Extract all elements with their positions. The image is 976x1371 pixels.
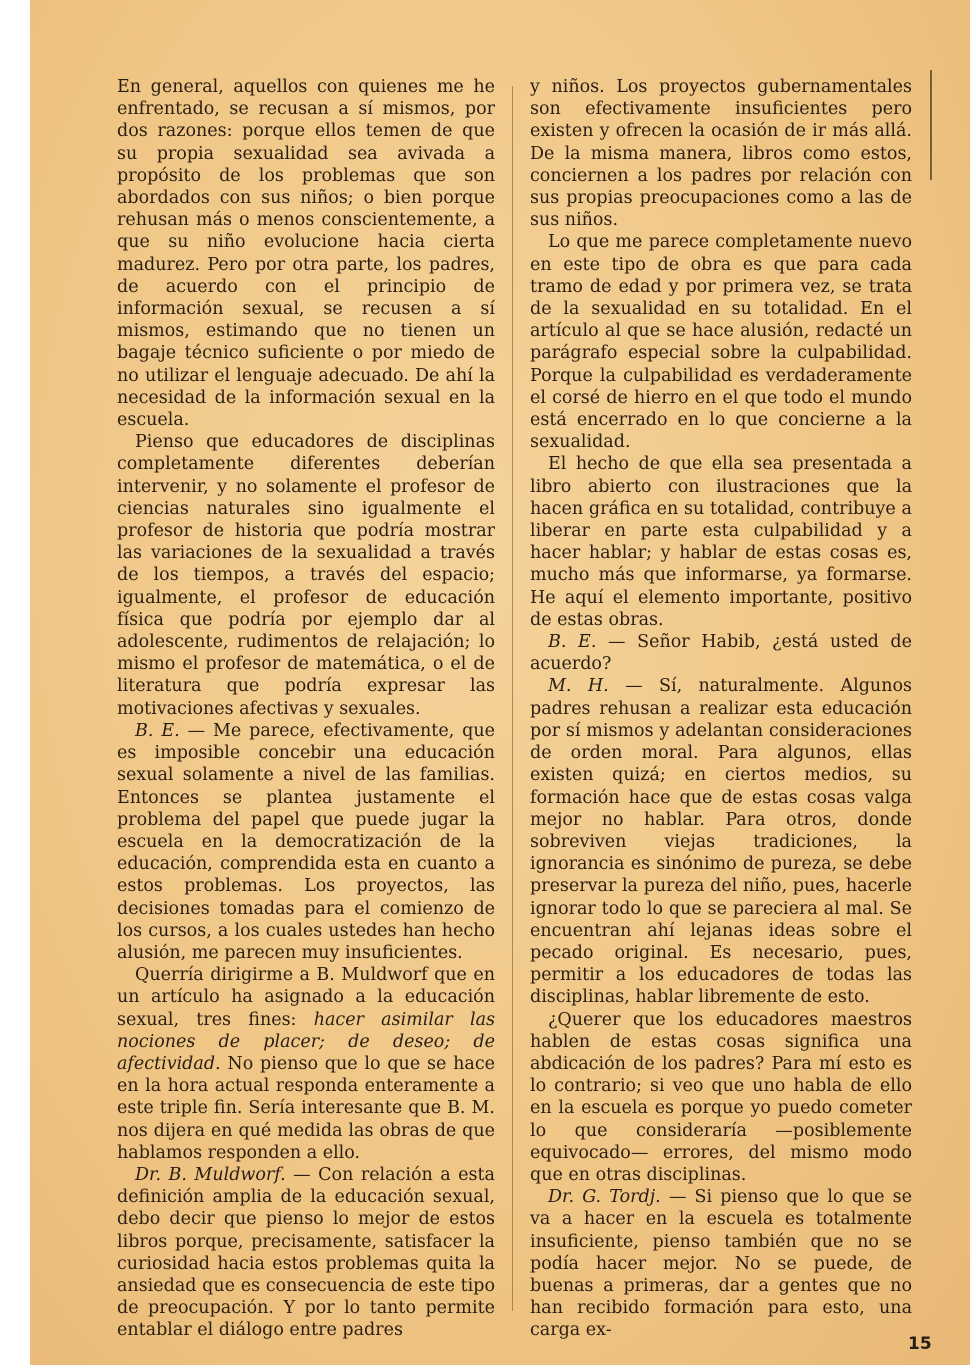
speaker-text: — Me parece, efectivamente, que es imposible concebir una educación sexual solamente a nivel de las familias. Entonces se plantea justamente el problema del papel que puede jugar la escuela en la democratización de la educación, comprendida esta en cuanto a estos problemas. Los proyectos, las decisiones tomadas para el comienzo de los cursos, a los cuales ustedes han hecho alusión, me parecen muy insuficientes.	[117, 720, 495, 963]
paragraph-text: Querría dirigirme a B. Muldworf que en un artículo ha asignado a la educación sexual, tres fines:	[117, 965, 495, 1030]
speaker-text: — Sí, naturalmente. Algunos padres rehusan a realizar esta educación por sí mismos y adelantan consideraciones de orden moral. Para algunos, ellas existen quizá; en ciertos medios, su formación hace que de estas cosas valga mejor no hablar. Para otros, donde sobreviven viejas tradiciones, la ignorancia es sinónimo de pureza, se debe preservar la pureza del niño, pues, hacerle ignorar todo lo que se pareciera al mal. Se encuentran ahí lejanas ideas sobre el pecado original. Es necesario, pues, permitir a los educadores de todas las disciplinas, hablar libremente de esto.	[530, 676, 912, 1008]
paragraph: ¿Querer que los educadores maestros hablen de estas cosas significa una abdicación de los padres? Para mí esto es lo contrario; si veo que uno habla de ello en la escuela es porque yo puedo cometer lo que consideraría —posiblemente equivocado— errores, del mismo modo que en otras disciplinas.	[530, 1009, 912, 1185]
speaker-text: — Señor Habib, ¿está usted de acuerdo?	[530, 632, 912, 675]
paragraph	[530, 631, 912, 675]
page-number: 15	[908, 1334, 932, 1354]
paragraph: Pienso que educadores de disciplinas completamente diferentes deberían intervenir, y no solamente el profesor de ciencias naturales sino igualmente el profesor de historia que podría mostrar las variaciones de la sexualidad a través de los tiempos, a través del espacio; igualmente, el profesor de educación física que podría por ejemplo dar al adolescente, rudimentos de relajación; lo mismo el profesor de matemática, o el de literatura que podría expresar las motivaciones afectivas y sexuales.	[117, 432, 495, 719]
paragraph	[530, 675, 912, 1008]
paragraph	[117, 964, 495, 1164]
paragraph	[530, 1186, 912, 1341]
right-column	[530, 76, 912, 1342]
paragraph	[117, 720, 495, 964]
speaker-label: Dr. B. Muldworf.	[135, 1164, 286, 1185]
speaker-label: M. H.	[548, 676, 609, 697]
paragraph	[117, 1164, 495, 1342]
speaker-text: — Con relación a esta definición amplia de la educación sexual, debo decir que pienso lo mejor de estos libros porque, precisamente, satisfacer la curiosidad hacia estos problemas quita la ansiedad que es consecuencia de este tipo de preocupación. Y por lo tanto permite entablar el diálogo entre padres	[117, 1164, 495, 1341]
speaker-text: — Si pienso que lo que se va a hacer en la escuela es totalmente insuficiente, pienso también que no se podía hacer mejor. No se puede, de buenas a primeras, dar a gentes que no han recibido formación para esto, una carga ex-	[530, 1187, 912, 1341]
margin-mark	[930, 70, 932, 180]
paragraph: El hecho de que ella sea presentada a libro abierto con ilustraciones que la hacen gráfica en su totalidad, contribuye a liberar en parte esta culpabilidad y a hacer hablar; y hablar de estas cosas es, mucho más que informarse, ya formarse. He aquí el elemento importante, positivo de estas obras.	[530, 454, 912, 630]
paragraph: En general, aquellos con quienes me he enfrentado, se recusan a sí mismos, por dos razones: porque ellos temen de que su propia sexualidad sea avivada a propósito de los problemas que son abordados con sus niños; o bien porque rehusan más o menos conscientemente, a que su niño evolucione hacia cierta madurez. Pero por otra parte, los padres, de acuerdo con el principio de información sexual, se recusen a sí mismos, estimando que no tienen un bagaje técnico suficiente o por miedo de no utilizar el lenguaje adecuado. De ahí la necesidad de la información sexual en la escuela.	[117, 77, 495, 431]
speaker-label: B. E.	[135, 720, 180, 741]
paragraph: y niños. Los proyectos gubernamentales son efectivamente insuficientes pero existen y ofrecen la ocasión de ir más allá. De la misma manera, libros como estos, conciernen a los padres por relación con sus propias preocupaciones como a las de sus niños.	[530, 77, 912, 231]
paragraph: Lo que me parece completamente nuevo en este tipo de obra es que para cada tramo de edad y por primera vez, se trata de la sexualidad en su totalidad. En el artículo al que se hace alusión, redacté un parágrafo especial sobre la culpabilidad. Porque la culpabilidad es verdaderamente el corsé de hierro en el que todo el mundo está encerrado en lo que concierne a la sexualidad.	[530, 232, 912, 453]
speaker-label: B. E.	[548, 632, 597, 653]
left-column	[117, 76, 495, 1342]
paragraph-text: No pienso que lo que se hace en la hora actual responda enteramente a este triple fin. Sería interesante que B. M. nos dijera en qué medida las obras de que hablamos responden a ello.	[117, 1053, 495, 1163]
speaker-label: Dr. G. Tordj.	[548, 1187, 661, 1208]
italic-quote: hacer asimilar las nociones de placer; de deseo; de afectividad.	[117, 1009, 495, 1074]
column-divider	[512, 86, 513, 1311]
